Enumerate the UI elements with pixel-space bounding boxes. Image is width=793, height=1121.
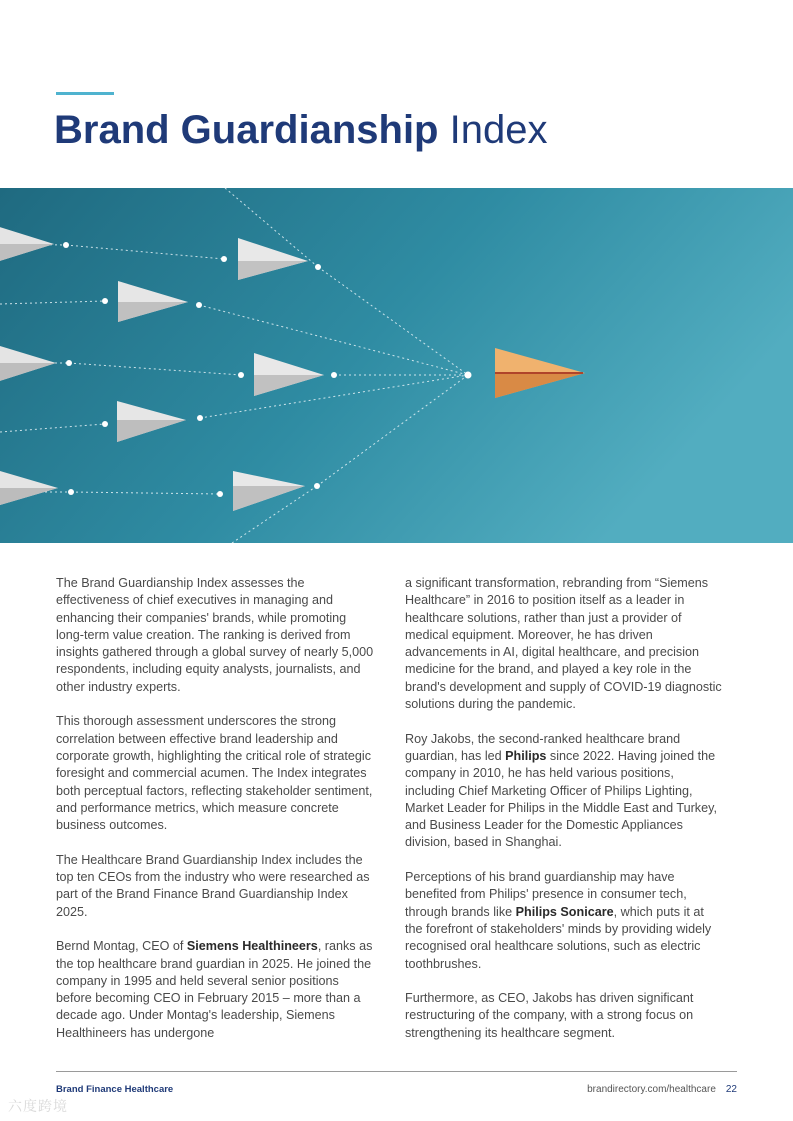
right-paragraph-3 bbox=[405, 869, 723, 973]
philips-sonicare-bold: Philips Sonicare bbox=[515, 904, 614, 919]
left-paragraph-1: The Brand Guardianship Index assesses the effectiveness of chief executives in managing and enhancing their companies' brands, while promoting long-term value creation. The ranking is derived from insights gathered through a global survey of nearly 5,000 respondents, including equity analysts, journalists, and other industry experts. bbox=[56, 576, 374, 694]
philips-bold: Philips bbox=[505, 748, 547, 763]
p2-pre: Roy Jakobs, the second-ranked healthcare brand guardian, has led bbox=[405, 731, 681, 763]
p2-post: since 2022. Having joined the company in 2010, he has held various positions, including Chief Marketing Officer of Philips Lighting, Market Leader for Philips in the Middle East and Turkey, and Business Leader for the Domestic Appliances division, based in Shanghai. bbox=[405, 748, 717, 850]
right-paragraph-1: a significant transformation, rebranding from “Siemens Healthcare” in 2016 to position itself as a leader in healthcare solutions, rather than just a provider of medical equipment. Moreover, he has driven advancements in AI, digital healthcare, and precision medicine for the brand, and played a key role in the brand's development and supply of COVID-19 diagnostic solutions during the pandemic. bbox=[405, 576, 722, 712]
left-column bbox=[56, 575, 374, 1059]
hero-paper-planes-image bbox=[0, 188, 793, 543]
title-light: Index bbox=[449, 108, 548, 152]
left-paragraph-2: This thorough assessment underscores the strong correlation between effective brand leadership and corporate growth, highlighting the critical role of strategic foresight and commercial acumen. The Index integrates both perceptual factors, reflecting stakeholder sentiment, and performance metrics, which measure concrete business outcomes. bbox=[56, 714, 373, 833]
footer-right bbox=[587, 1084, 737, 1095]
title-accent-rule bbox=[56, 92, 114, 95]
right-column bbox=[405, 575, 723, 1059]
footer-publication: Brand Finance Healthcare bbox=[56, 1084, 174, 1095]
left-paragraph-4 bbox=[56, 938, 374, 1042]
p3-pre: Perceptions of his brand guardianship may have benefited from Philips' presence in consumer tech, through brands like bbox=[405, 870, 687, 919]
p4-post: , ranks as the top healthcare brand guardian in 2025. He joined the company in 1995 and held several senior positions before becoming CEO in February 2015 – more than a decade ago. Under Montag's leadership, Siemens Healthineers has undergone bbox=[56, 939, 373, 1040]
title-bold: Brand Guardianship bbox=[54, 108, 439, 152]
right-paragraph-2 bbox=[405, 731, 723, 852]
left-paragraph-3: The Healthcare Brand Guardianship Index includes the top ten CEOs from the industry who were researched as part of the Brand Finance Brand Guardianship Index 2025. bbox=[56, 852, 370, 919]
right-paragraph-4: Furthermore, as CEO, Jakobs has driven significant restructuring of the company, with a strong focus on strengthening its healthcare segment. bbox=[405, 991, 694, 1040]
p4-pre: Bernd Montag, CEO of bbox=[56, 939, 187, 954]
page-title bbox=[54, 104, 547, 156]
p3-post: , which puts it at the forefront of stakeholders' minds by providing widely recognised oral healthcare solutions, such as electric toothbrushes. bbox=[405, 904, 712, 971]
siemens-healthineers-bold: Siemens Healthineers bbox=[186, 939, 318, 954]
watermark: 六度跨境 bbox=[8, 1098, 68, 1114]
page-number: 22 bbox=[725, 1084, 737, 1095]
footer-url-link[interactable]: brandirectory.com/healthcare bbox=[587, 1084, 716, 1095]
footer-rule bbox=[56, 1071, 737, 1072]
